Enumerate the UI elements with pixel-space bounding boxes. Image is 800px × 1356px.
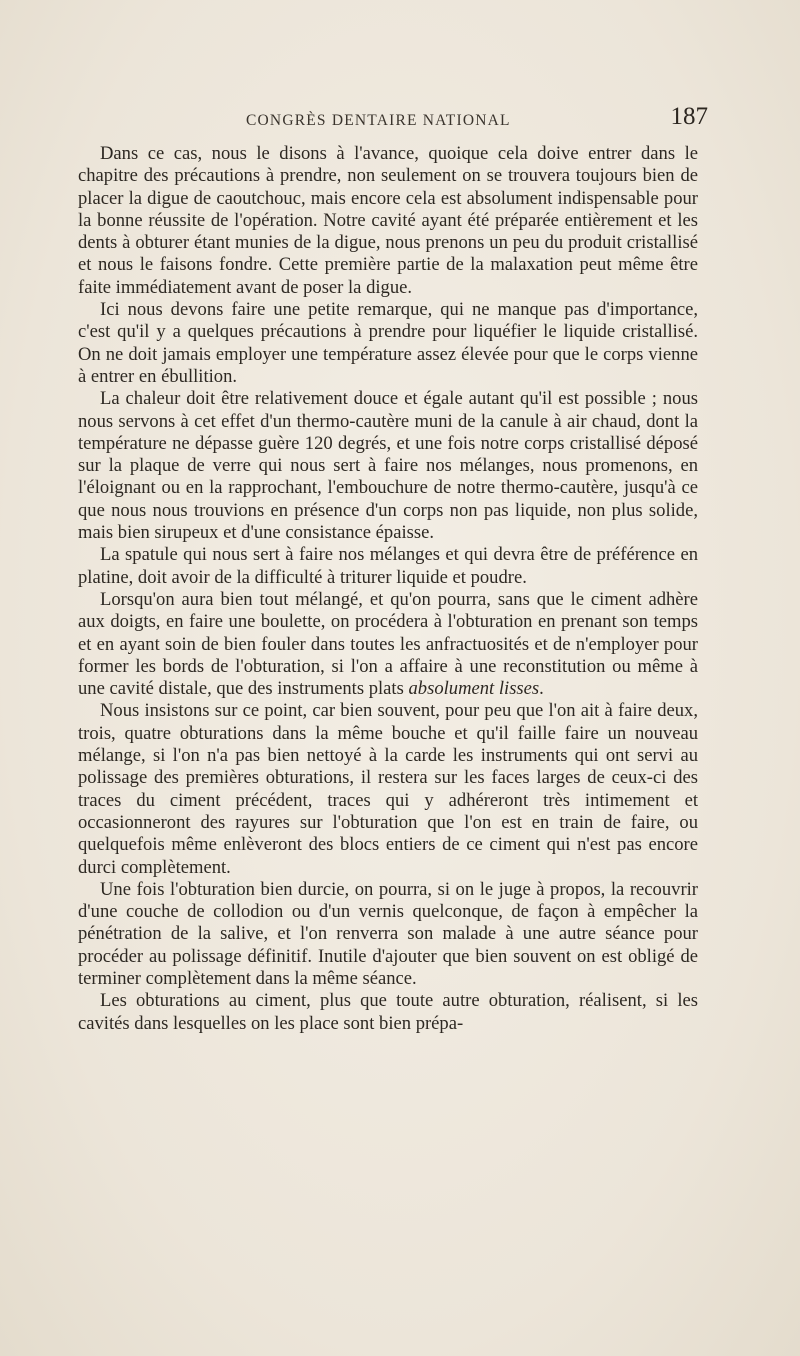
paragraph: La chaleur doit être relativement douce et égale autant qu'il est possible ; nous nous servons à cet effet d'un thermo-cautère muni de la canule à air chaud, dont la température ne dépasse guère 120 degrés, et une fois notre corps cristallisé déposé sur la plaque de verre qui nous sert à faire nos mélanges, nous promenons, en l'éloignant ou en la rapprochant, l'embouchure de notre thermo-cautère, jusqu'à ce que nous nous trouvions en présence d'un corps non pas liquide, non plus solide, mais bien sirupeux et d'une consistance épaisse. [78, 388, 698, 544]
body-text [78, 143, 698, 1035]
paragraph-text: Lorsqu'on aura bien tout mélangé, et qu'on pourra, sans que le ciment adhère aux doigts, en faire une boulette, on procédera à l'obturation en prenant son temps et en ayant soin de bien fouler dans toutes les anfractuosités et de n'employer pour former les bords de l'obturation, si l'on a affaire à une reconstitution ou même à une cavité distale, que des instruments plats [78, 588, 698, 700]
paragraph: Ici nous devons faire une petite remarque, qui ne manque pas d'importance, c'est qu'il y a quelques précautions à prendre pour liquéfier le liquide cristallisé. On ne doit jamais employer une température assez élevée pour que le corps vienne à entrer en ébullition. [78, 299, 698, 387]
running-head: CONGRÈS DENTAIRE NATIONAL [246, 112, 511, 129]
paragraph: La spatule qui nous sert à faire nos mélanges et qui devra être de préférence en platine, doit avoir de la difficulté à triturer liquide et poudre. [78, 544, 698, 588]
emphasized-text: absolument lisses [408, 678, 540, 700]
paragraph-ending: . [539, 678, 544, 700]
paragraph: Dans ce cas, nous le disons à l'avance, quoique cela doive entrer dans le chapitre des précautions à prendre, non seulement on se trouvera toujours bien de placer la digue de caoutchouc, mais encore cela est absolument indispensable pour la bonne réussite de l'opération. Notre cavité ayant été préparée entièrement et les dents à obturer étant munies de la digue, nous prenons un peu du produit cristallisé et nous le faisons fondre. Cette première partie de la malaxation peut même être faite immédiatement avant de poser la digue. [78, 143, 698, 298]
paragraph: Les obturations au ciment, plus que toute autre obturation, réalisent, si les cavités dans lesquelles on les place sont bien prépa- [78, 990, 698, 1034]
paragraph: Nous insistons sur ce point, car bien souvent, pour peu que l'on ait à faire deux, trois, quatre obturations dans la même bouche et qu'il faille faire un nouveau mélange, si l'on n'a pas bien nettoyé à la carde les instruments qui ont servi au polissage des premières obturations, il restera sur les faces larges de ceux-ci des traces du ciment précédent, traces qui y adhéreront très intimement et occasionneront des rayures sur l'obturation que l'on est en train de faire, ou quelquefois même enlèveront des blocs entiers de ce ciment qui n'est pas encore durci complètement. [78, 700, 698, 878]
page-header [78, 103, 708, 137]
page-number: 187 [670, 103, 708, 130]
paragraph [78, 589, 698, 700]
paragraph: Une fois l'obturation bien durcie, on pourra, si on le juge à propos, la recouvrir d'une couche de collodion ou d'un vernis quelconque, de façon à empêcher la pénétration de la salive, et l'on renverra son malade à une autre séance pour procéder au polissage définitif. Inutile d'ajouter que bien souvent on est obligé de terminer complètement dans la même séance. [78, 878, 698, 989]
